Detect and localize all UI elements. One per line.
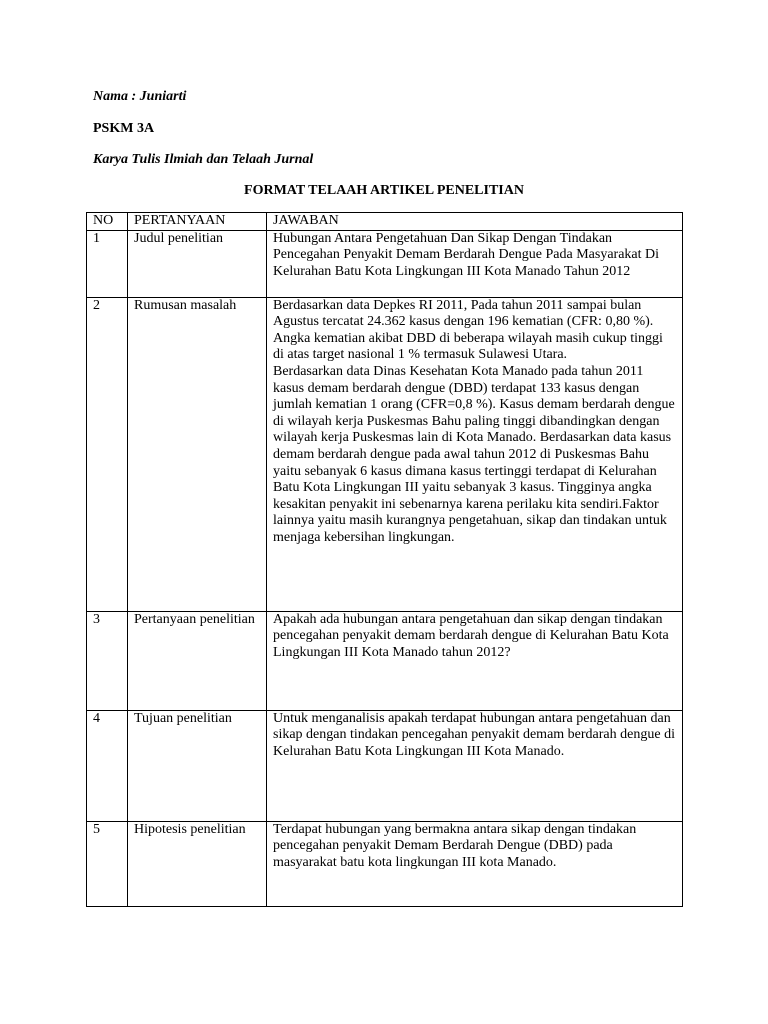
answer-paragraph: Terdapat hubungan yang bermakna antara sikap dengan tindakan pencegahan penyakit Demam Berdarah Dengue (DBD) pada masyarakat batu kota lingkungan III kota Manado.	[273, 821, 637, 870]
course-title: Karya Tulis Ilmiah dan Telaah Jurnal	[93, 152, 314, 167]
answer-paragraph: Untuk menganalisis apakah terdapat hubungan antara pengetahuan dan sikap dengan tindakan pencegahan penyakit demam berdarah dengue di Kelurahan Batu Kota Lingkungan III Kota Manado.	[273, 710, 675, 759]
row-answer	[267, 821, 683, 906]
student-class: PSKM 3A	[93, 121, 155, 136]
row-answer	[267, 230, 683, 297]
row-question: Rumusan masalah	[128, 297, 267, 611]
column-header-no: NO	[87, 213, 128, 231]
answer-paragraph: Apakah ada hubungan antara pengetahuan dan sikap dengan tindakan pencegahan penyakit demam berdarah dengue di Kelurahan Batu Kota Lingkungan III Kota Manado tahun 2012?	[273, 611, 669, 660]
row-number: 1	[87, 230, 128, 297]
row-number: 5	[87, 821, 128, 906]
row-question: Judul penelitian	[128, 230, 267, 297]
table-row	[87, 297, 683, 611]
answer-paragraph: Hubungan Antara Pengetahuan Dan Sikap Dengan Tindakan Pencegahan Penyakit Demam Berdarah Dengue Pada Masyarakat Di Kelurahan Batu Kota Lingkungan III Kota Manado Tahun 2012	[273, 230, 660, 279]
table-row	[87, 710, 683, 821]
table-row	[87, 611, 683, 710]
student-name-value: Juniarti	[139, 89, 187, 104]
answer-paragraph: Berdasarkan data Dinas Kesehatan Kota Manado pada tahun 2011 kasus demam berdarah dengue (DBD) terdapat 133 kasus dengan jumlah kematian 1 orang (CFR=0,8 %). Kasus demam berdarah dengue di wilayah kerja Puskesmas Bahu paling tinggi dibandingkan dengan wilayah kerja Puskesmas lain di Kota Manado. Berdasarkan data kasus demam berdarah dengue pada awal tahun 2012 di Puskesmas Bahu yaitu sebanyak 6 kasus dimana kasus tertinggi terdapat di Kelurahan Batu Kota Lingkungan III yaitu sebanyak 3 kasus. Tingginya angka kesakitan penyakit ini sebenarnya karena perilaku kita sendiri.Faktor lainnya yaitu masih kurangnya pengetahuan, sikap dan tindakan untuk menjaga kebersihan lingkungan.	[273, 363, 675, 545]
row-number: 3	[87, 611, 128, 710]
row-number: 2	[87, 297, 128, 611]
answer-paragraph: Berdasarkan data Depkes RI 2011, Pada tahun 2011 sampai bulan Agustus tercatat 24.362 kasus dengan 196 kematian (CFR: 0,80 %). Angka kematian akibat DBD di beberapa wilayah masih cukup tinggi di atas target nasional 1 % termasuk Sulawesi Utara.	[273, 297, 663, 363]
document-title: FORMAT TELAAH ARTIKEL PENELITIAN	[244, 183, 524, 198]
row-question: Pertanyaan penelitian	[128, 611, 267, 710]
row-answer	[267, 710, 683, 821]
row-number: 4	[87, 710, 128, 821]
review-table	[86, 212, 683, 907]
student-name-label: Nama :	[93, 89, 140, 104]
table-row	[87, 821, 683, 906]
row-answer	[267, 611, 683, 710]
row-question: Tujuan penelitian	[128, 710, 267, 821]
student-name-line	[93, 89, 186, 105]
row-answer	[267, 297, 683, 611]
table-row	[87, 230, 683, 297]
table-header-row	[87, 213, 683, 231]
column-header-answer: JAWABAN	[267, 213, 683, 231]
column-header-question: PERTANYAAN	[128, 213, 267, 231]
row-question: Hipotesis penelitian	[128, 821, 267, 906]
